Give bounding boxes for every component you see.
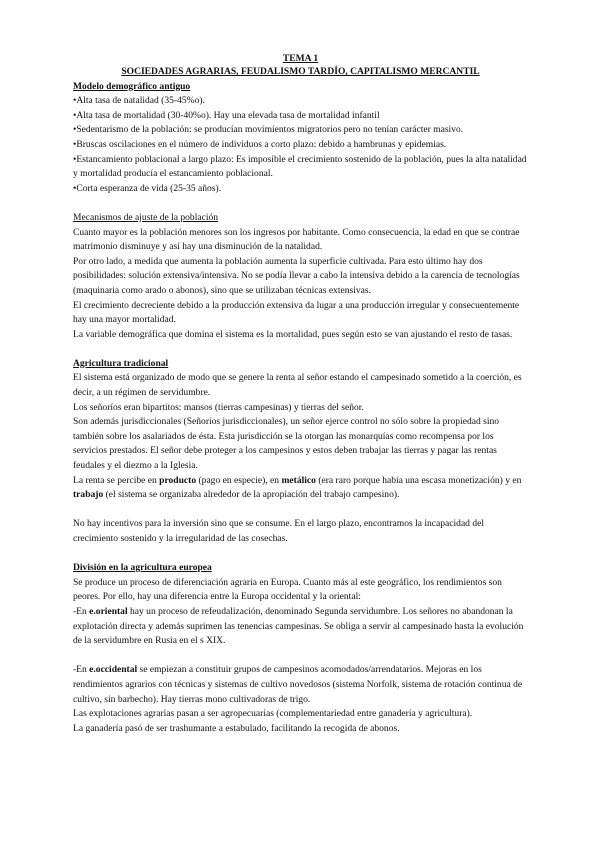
- section-heading: Modelo demográfico antiguo: [73, 80, 191, 92]
- spacer: [73, 649, 528, 664]
- paragraph-renta: La renta se percibe en producto (pago en especie), en metálico (era raro porque había una escasa monetización) y en trabajo (el sistema se organizaba alrededor de la apropiación del trabajo campesino).: [73, 474, 522, 501]
- section-modelo-demografico: [73, 80, 528, 197]
- paragraph-occidental: -En e.occidental se empiezan a constituir grupos de campesinos acomodados/arrendatarios. Mejoras en los rendimientos agrarios con técnicas y sistemas de cultivo novedosos (sistema Norfolk, sistema de rotación continua de cultivo, sin barbecho). Hay tierras mono cultivadoras de trigo.: [73, 664, 523, 705]
- bullet-item: •Sedentarismo de la población: se producían movimientos migratorios pero no tenían carácter masivo.: [73, 124, 464, 136]
- document-subtitle: SOCIEDADES AGRARIAS, FEUDALISMO TARDÍO, CAPITALISMO MERCANTIL: [121, 66, 480, 77]
- paragraph: El sistema está organizado de modo que se genere la renta al señor estando el campesinado sometido a la coerción, es decir, a un régimen de servidumbre.: [73, 372, 522, 399]
- section-mecanismos: [73, 211, 528, 342]
- section-heading: Mecanismos de ajuste de la población: [73, 211, 219, 223]
- section-agricultura-tradicional: [73, 357, 528, 547]
- paragraph: La variable demográfica que domina el sistema es la mortalidad, pues según esto se van ajustando el resto de tasas.: [73, 328, 513, 340]
- paragraph: Por otro lado, a medida que aumenta la población aumenta la superficie cultivada. Para esto último hay dos posibilidades: solución extensiva/intensiva. No se podía llevar a cabo la intensiva debido a la carencia de tecnologías (maquinaria como arado o abonos), sino que se utilizaban técnicas extensivas.: [73, 255, 520, 296]
- bullet-item: •Alta tasa de natalidad (35-45%o).: [73, 95, 205, 107]
- section-heading: Agricultura tradicional: [73, 357, 169, 369]
- paragraph: Se produce un proceso de diferenciación agraria en Europa. Cuanto más al este geográfico, los rendimientos son peores. Por ello, hay una diferencia entre la Europa occidental y la oriental:: [73, 576, 502, 603]
- paragraph: El crecimiento decreciente debido a la producción extensiva da lugar a una producción irregular y consecuentemente hay una mayor mortalidad.: [73, 299, 520, 326]
- paragraph: Los señoríos eran bipartitos: mansos (tierras campesinas) y tierras del señor.: [73, 401, 364, 413]
- spacer: [73, 503, 528, 518]
- spacer: [73, 342, 528, 357]
- bullet-item: •Estancamiento poblacional a largo plazo: Es imposible el crecimiento sostenido de la población, pues la alta natalidad y mortalidad producía el estancamiento poblacional.: [73, 153, 527, 180]
- document-title: TEMA 1: [282, 53, 319, 64]
- bullet-item: •Corta esperanza de vida (25-35 años).: [73, 182, 222, 194]
- paragraph: Son además jurisdiccionales (Señoríos jurisdiccionales), un señor ejerce control no sólo sobre la propiedad sino también sobre los asalariados de ésta. Esta jurisdicción se la otorgan las monarquías como recompensa por los servicios prestados. El señor debe proteger a los campesinos y estos deben trabajar las tierras y pagar las rentas feudales y el diezmo a la Iglesia.: [73, 416, 500, 472]
- section-division-europea: [73, 561, 528, 736]
- section-heading: División en la agricultura europea: [73, 562, 212, 574]
- paragraph: No hay incentivos para la inversión sino que se consume. En el largo plazo, encontramos la incapacidad del crecimiento sostenido y la irregularidad de las cosechas.: [73, 518, 485, 544]
- spacer: [73, 196, 528, 211]
- spacer: [73, 547, 528, 562]
- bullet-item: •Alta tasa de mortalidad (30-40%o). Hay una elevada tasa de mortalidad infantil: [73, 109, 380, 121]
- paragraph: Las explotaciones agrarias pasan a ser agropecuarias (complementariedad entre ganadería y agricultura).: [73, 708, 473, 720]
- paragraph-oriental: -En e.oriental hay un proceso de refeudalización, denominado Segunda servidumbre. Los señores no abandonan la explotación directa y además suprimen las tenencias campesinas. Se obliga a servir al campesinado hasta la evolución de la servidumbre en Rusia en el s XIX.: [73, 605, 524, 647]
- paragraph: Cuanto mayor es la población menores son los ingresos por habitante. Como consecuencia, la edad en que se contrae matrimonio disminuye y así hay una disminución de la natalidad.: [73, 226, 520, 253]
- paragraph: La ganadería pasó de ser trashumante a estabulado, facilitando la recogida de abonos.: [73, 722, 400, 734]
- bullet-item: •Bruscas oscilaciones en el número de individuos a corto plazo: debido a hambrunas y epidemias.: [73, 138, 447, 150]
